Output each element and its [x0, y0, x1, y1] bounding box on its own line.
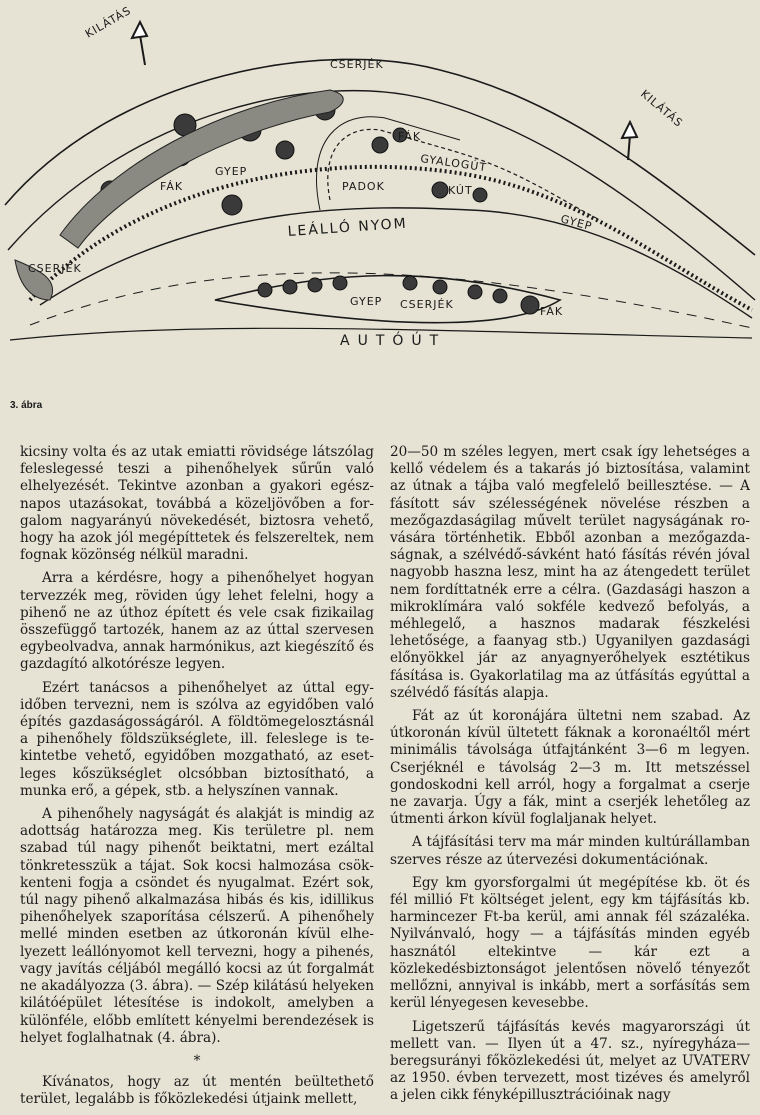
label-gyep-right: GYEP: [559, 212, 594, 234]
label-leallo-nyom: LEÁLLÓ NYOM: [287, 215, 409, 240]
paragraph: 20—50 m széles legyen, mert csak így lehetséges a kellő védelem és a takarás jó biztosítása, valamint az útnak a tájba való megfelelő beillesztése. — A fásított sáv szélességének növelése részben a mezőgazdaságilag művelt terület nagyságának rovására történhetik. Ebből azonban a mezőgazdaságnak, a szélvédő-sávként ható fásítás révén jóval nagyobb haszna lesz, mint ha az átengedett terület nem fordíttatnék erre a célra. (Gazdasági haszon a mikroklímára való sokféle kedvező befolyás, a méhlegelő, a hasznos madarak fészkelési lehetősége, a faanyag stb.) Ugyanilyen gazdasági előnyökkel jár az anyagnyerőhelyek esztétikus fásítása is. Gyakorlatilag ma az útfásítás egyúttal a szélvédő fásítás alapja.: [390, 444, 750, 701]
paragraph: Arra a kérdésre, hogy a pihenőhelyet hogyan tervezzék meg, röviden úgy lehet felelni, hogy a pihenő ne az úthoz épített és vele csak fizikailag összefüggő tartozék, hanem az az úttal szervesen egybeolvadva, annak harmónikus, azt kiegészítő és gazdagító alkotórésze legyen.: [20, 570, 374, 673]
site-plan-drawing: [0, 0, 760, 400]
island: [215, 276, 560, 323]
label-kilatas-right: KILÁTÁS: [638, 87, 686, 131]
right-text-column: [390, 444, 750, 1111]
label-fak-left: FÁK: [160, 180, 184, 193]
lay-by-dashed: [30, 273, 752, 328]
label-gyalogut: GYALOGÚT: [419, 152, 488, 175]
label-kilatas-left: KILÁTÁS: [83, 3, 134, 41]
section-separator: *: [193, 1052, 201, 1069]
label-fak-bottom: FÁK: [540, 305, 564, 318]
paragraph: Ligetszerű tájfásítás kevés magyarországi út mellett van. — Ilyen út a 47. sz., nyíregyháza—beregsurányi főközlekedési út, melyet az UVATERV az 1950. évben tervezett, most tizéves és amelyről a jelen cikk fényképillusztrációinak nagy: [390, 1018, 750, 1104]
figure-caption: 3. ábra: [10, 400, 43, 411]
paragraph: A pihenőhely nagyságát és alakját is mindig az adottság határozza meg. Kis területre pl. nem szabad túl nagy pihenőt beiktatni, mert ezáltal tönkretesszük a tájat. Sok kocsi halmozása csökkenteni fogja a csöndet és nyugalmat. Ezért sok, túl nagy pihenő alkalmazása hibás és kis, idillikus pihenőhelyek szaporítása célszerű. A pihenőhely mellé minden esetben az útkoronán kívül elhelyezett leállónyomot kell tervezni, hogy a pihenés, vagy javítás céljából megálló kocsi az út forgalmát ne akadályozza (3. ábra). — Szép kilátású helyeken kilátóépület létesítése is indokolt, amelyben a különféle, előbb említett kényelmi berendezések is helyet foglalhatnak (4. ábra).: [20, 806, 374, 1046]
footpath: [328, 129, 600, 220]
label-gyep-left: GYEP: [215, 165, 248, 178]
label-fak-mid: FÁK: [398, 130, 422, 143]
paragraph: Egy km gyorsforgalmi út megépítése kb. öt és fél millió Ft költséget jelent, egy km tájfásítás kb. harmincezer Ft-ba kerül, ami annak fél százaléka. Nyilvánvaló, hogy — a tájfásítás minden egyéb hasznától eltekintve — kár ezt a közlekedésbiztonságot jelentősen növelő tényezőt mellőzni, annyival is inkább, mert a sorfásítás sem kerül lényegesen kevesebbe.: [390, 874, 750, 1012]
paragraph: A tájfásítási terv ma már minden kultúrállamban szerves része az útervezési dokumentációnak.: [390, 834, 750, 868]
view-arrow-right: [628, 135, 630, 160]
label-cserjek-left: CSERJÉK: [28, 262, 82, 275]
paragraph: Fát az út koronájára ültetni nem szabad. Az útkoronán kívül ültetett fáknak a koronaéltől mért minimális távolsága útfajtánként 3—6 m legyen. Cserjéknél e távolság 2—3 m. Itt metszéssel gondoskodni kell arról, hogy a forgalmat a cserje ne zavarja. Úgy a fák, mint a cserjék lehetőleg az útmenti árkon kívül foglaljanak helyet.: [390, 708, 750, 828]
label-cserjek-top: CSERJÉK: [330, 58, 384, 71]
label-padok: PADOK: [342, 180, 385, 193]
label-gyep-bottom: GYEP: [350, 295, 383, 308]
label-autout: AUTÓÚT: [340, 333, 447, 349]
paragraph: Kívánatos, hogy az út mentén beültethető terület, legalább is főközlekedési útjaink mellett,: [20, 1074, 374, 1108]
paragraph: kicsiny volta és az utak emiatti rövidsége látszólag feleslegessé teszi a pihenőhelyek sűrűn való elhelyezését. Tekintve azonban a gyakori egésznapos utazásokat, továbbá a közeljövőben a forgalom nagyarányú növekedését, biztosra vehető, hogy ha azok jól megépíttetek és felszereltek, nem fognak közönség nélkül maradni.: [20, 444, 374, 564]
label-cserjek-bottom: CSERJÉK: [400, 298, 454, 311]
site-plan-figure: [0, 0, 760, 420]
paragraph: Ezért tanácsos a pihenőhelyet az úttal egyidőben tervezni, nem is szólva az egyidőben való építés gazdaságosságáról. A földtömegelosztásnál a pihenőhely földszükséglete, ill. feleslege is tekintetbe vehető, egyidőben mozgatható, az esetleges kőszükséglet olcsóbban biztosítható, a munka erő, a gépek, stb. a helyszínen vannak.: [20, 679, 374, 799]
left-text-column: [20, 444, 374, 1115]
view-arrow-left: [140, 35, 145, 65]
label-kut: KÚT: [448, 184, 473, 197]
